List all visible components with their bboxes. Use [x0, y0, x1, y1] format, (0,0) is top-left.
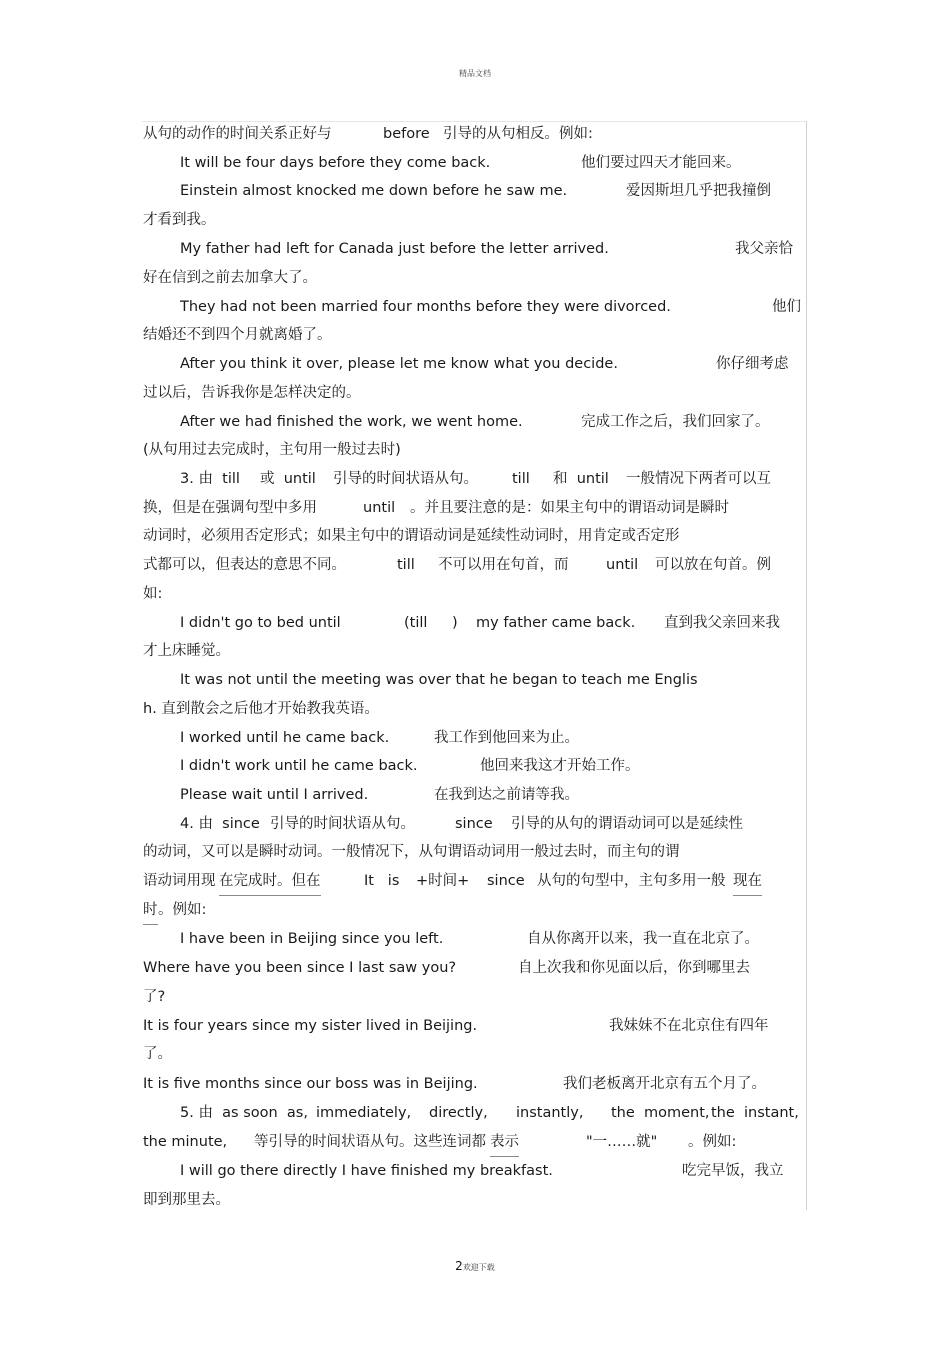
text-segment: After you think it over, please let me know what you decide. — [180, 356, 618, 372]
text-segment: the moment, — [611, 1105, 710, 1121]
text-segment: 动词时，必须用否定形式；如果主句中的谓语动词是延续性动词时，用肯定或否定形 — [143, 528, 680, 544]
text-segment: (从句用过去完成时，主句用一般过去时) — [143, 442, 401, 458]
text-segment: 我们老板离开北京有五个月了。 — [563, 1076, 766, 1092]
text-segment: I didn't go to bed until — [180, 615, 341, 631]
text-segment: 5. 由 as soon as, — [180, 1105, 308, 1121]
text-segment: I have been in Beijing since you left. — [180, 931, 444, 947]
page-footer — [0, 1259, 950, 1273]
page-header: 精品文档 — [459, 69, 491, 78]
text-segment: 你仔细考虑 — [716, 356, 789, 372]
text-segment: since — [487, 873, 525, 889]
text-segment: It was not until the meeting was over that he began to teach me Englis — [180, 672, 698, 688]
text-segment: 了。 — [143, 1046, 172, 1062]
text-segment: 如: — [143, 586, 163, 602]
text-segment: 时 — [143, 896, 158, 925]
text-segment: It is four years since my sister lived in Beijing. — [143, 1018, 478, 1034]
text-segment: 。并且要注意的是：如果主句中的谓语动词是瞬时 — [410, 500, 729, 516]
text-segment: 从句的句型中，主句多用一般 — [537, 873, 726, 889]
text-segment: 在我到达之前请等我。 — [434, 787, 579, 803]
text-segment: Where have you been since I last saw you? — [143, 960, 457, 976]
text-segment: 他们 — [772, 299, 801, 315]
text-segment: It is — [364, 873, 400, 889]
text-segment: 他们要过四天才能回来。 — [581, 155, 741, 171]
text-segment: 式都可以，但表达的意思不同。 — [143, 557, 346, 573]
text-segment: 可以放在句首。例 — [655, 557, 771, 573]
text-segment: 直到我父亲回来我 — [664, 615, 780, 631]
text-segment: the minute, — [143, 1134, 228, 1150]
text-segment: 换，但是在强调句型中多用 — [143, 500, 317, 516]
text-segment: 引导的时间状语从句。 — [333, 471, 478, 487]
page-number: 2 — [455, 1259, 463, 1273]
text-segment: 语动词用现 — [143, 873, 216, 889]
text-segment: 3. 由 till — [180, 471, 240, 487]
text-segment: 在完成时。但在 — [219, 867, 321, 896]
text-segment: 结婚还不到四个月就离婚了。 — [143, 327, 332, 343]
text-segment: 他回来我这才开始工作。 — [480, 758, 640, 774]
text-segment: 。例如: — [158, 902, 207, 918]
text-segment: immediately, — [316, 1105, 412, 1121]
text-segment: 我妹妹不在北京住有四年 — [609, 1018, 769, 1034]
text-segment: 完成工作之后，我们回家了。 — [581, 414, 770, 430]
text-segment: I didn't work until he came back. — [180, 758, 418, 774]
text-segment: Einstein almost knocked me down before he saw me. — [180, 183, 568, 199]
text-segment: 一般情况下两者可以互 — [626, 471, 771, 487]
text-segment: 引导的从句相反。例如: — [443, 126, 593, 142]
text-segment: I will go there directly I have finished my breakfast. — [180, 1163, 553, 1179]
text-segment: After we had finished the work, we went home. — [180, 414, 523, 430]
text-segment: 从句的动作的时间关系正好与 — [143, 126, 332, 142]
text-segment: 即到那里去。 — [143, 1192, 230, 1208]
text-segment: I worked until he came back. — [180, 730, 390, 746]
text-segment: 等引导的时间状语从句。这些连词都 — [254, 1134, 486, 1150]
text-segment: till — [512, 471, 530, 487]
text-segment: 引导的时间状语从句。 — [270, 816, 415, 832]
text-segment: 4. 由 since — [180, 816, 260, 832]
text-segment: ) — [452, 615, 458, 631]
text-segment: 表示 — [490, 1128, 519, 1157]
text-segment: It is five months since our boss was in Beijing. — [143, 1076, 478, 1092]
text-segment: 好在信到之前去加拿大了。 — [143, 270, 317, 286]
text-segment: 自从你离开以来，我一直在北京了。 — [527, 931, 759, 947]
text-segment: 或 until — [260, 471, 316, 487]
text-segment: until — [606, 557, 639, 573]
text-segment: since — [455, 816, 493, 832]
text-segment: till — [397, 557, 415, 573]
text-segment: 了? — [143, 989, 166, 1005]
text-segment: 我父亲恰 — [735, 241, 793, 257]
text-segment: before — [383, 126, 430, 142]
text-segment: 吃完早饭，我立 — [682, 1163, 784, 1179]
footer-text: 欢迎下载 — [462, 1263, 495, 1272]
text-segment: instantly, — [516, 1105, 584, 1121]
text-segment: 的动词，又可以是瞬时动词。一般情况下，从句谓语动词用一般过去时，而主句的谓 — [143, 844, 680, 860]
text-segment: 爱因斯坦几乎把我撞倒 — [626, 183, 771, 199]
text-segment: "一……就" — [586, 1134, 658, 1150]
text-segment: 引导的从句的谓语动词可以是延续性 — [511, 816, 743, 832]
text-segment: 现在 — [733, 867, 762, 896]
text-segment: They had not been married four months before they were divorced. — [180, 299, 671, 315]
text-segment: My father had left for Canada just before the letter arrived. — [180, 241, 609, 257]
text-segment: my father came back. — [476, 615, 636, 631]
text-segment: 我工作到他回来为止。 — [434, 730, 579, 746]
text-segment: 。例如: — [688, 1134, 737, 1150]
text-segment: 才上床睡觉。 — [143, 643, 230, 659]
text-segment: Please wait until I arrived. — [180, 787, 369, 803]
text-segment: 过以后，告诉我你是怎样决定的。 — [143, 385, 361, 401]
text-segment: It will be four days before they come back. — [180, 155, 491, 171]
text-segment: 自上次我和你见面以后，你到哪里去 — [518, 960, 750, 976]
text-segment: directly, — [429, 1105, 488, 1121]
text-segment: 不可以用在句首，而 — [438, 557, 569, 573]
text-segment: +时间+ — [416, 873, 470, 889]
text-segment: until — [363, 500, 396, 516]
text-segment: 和 until — [553, 471, 609, 487]
text-segment: h. 直到散会之后他才开始教我英语。 — [143, 701, 379, 717]
text-segment: (till — [404, 615, 428, 631]
text-segment: 才看到我。 — [143, 212, 216, 228]
text-segment: the instant, — [711, 1105, 799, 1121]
